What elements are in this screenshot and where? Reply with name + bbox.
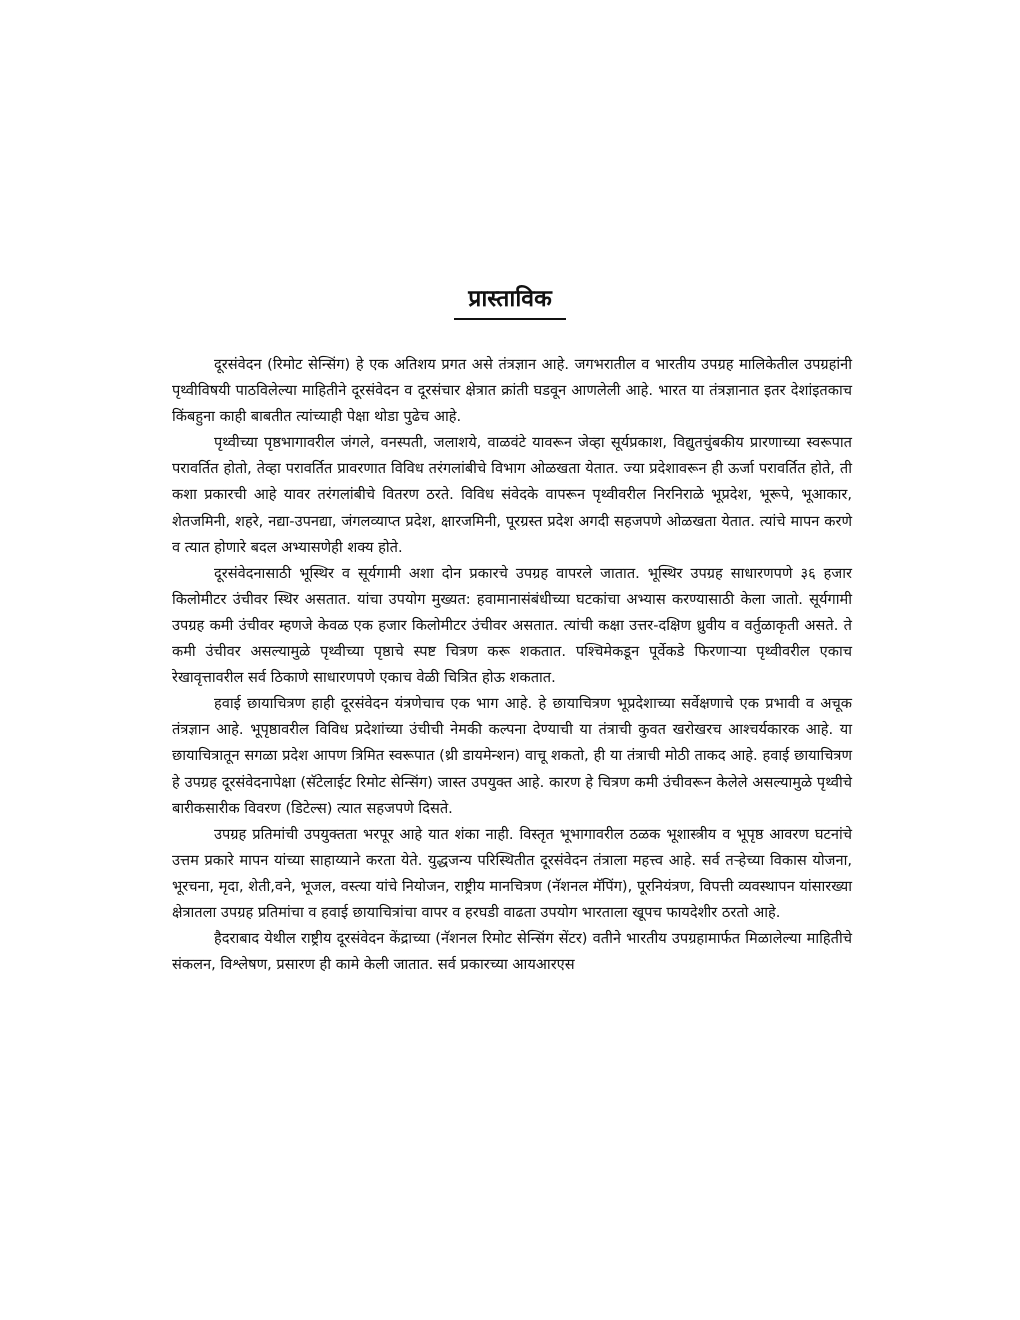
paragraph-nrsc: हैदराबाद येथील राष्ट्रीय दूरसंवेदन केंद्राच्या (नॅशनल रिमोट सेन्सिंग सेंटर) वतीने भारतीय उपग्रहामार्फत मिळालेल्या माहितीचे संकलन, विश्लेषण, प्रसारण ही कामे केली जातात. सर्व प्रकारच्या आयआरएस — [172, 930, 852, 974]
paragraph-aerial-photography: हवाई छायाचित्रण हाही दूरसंवेदन यंत्रणेचाच एक भाग आहे. हे छायाचित्रण भूप्रदेशाच्या सर्वेक्षणाचे एक प्रभावी व अचूक तंत्रज्ञान आहे. भूपृष्ठावरील विविध प्रदेशांच्या उंचीची नेमकी कल्पना देण्याची या तंत्राची कुवत खरोखरच आश्चर्यकारक आहे. या छायाचित्रातून सगळा प्रदेश आपण त्रिमित स्वरूपात (थ्री डायमेन्शन) वाचू शकतो, ही या तंत्राची मोठी ताकद आहे. हवाई छायाचित्रण हे उपग्रह दूरसंवेदनापेक्षा (सॅटेलाईट रिमोट सेन्सिंग) जास्त उपयुक्त आहे. कारण हे चित्रण कमी उंचीवरून केलेले असल्यामुळे पृथ्वीचे बारीकसारीक विवरण (डिटेल्स) त्यात सहजपणे दिसते. — [172, 695, 852, 817]
page-title: प्रास्ताविक — [468, 286, 552, 312]
paragraph-satellites: दूरसंवेदनासाठी भूस्थिर व सूर्यगामी अशा दोन प्रकारचे उपग्रह वापरले जातात. भूस्थिर उपग्रह साधारणपणे ३६ हजार किलोमीटर उंचीवर स्थिर असतात. यांचा उपयोग मुख्यत: हवामानासंबंधीच्या घटकांचा अभ्यास करण्यासाठी केला जातो. सूर्यगामी उपग्रह कमी उंचीवर म्हणजे केवळ एक हजार किलोमीटर उंचीवर असतात. त्यांची कक्षा उत्तर-दक्षिण ध्रुवीय व वर्तुळाकृती असते. ते कमी उंचीवर असल्यामुळे पृथ्वीच्या पृष्ठाचे स्पष्ट चित्रण करू शकतात. पश्चिमेकडून पूर्वेकडे फिरणाऱ्या पृथ्वीवरील एकाच रेखावृत्तावरील सर्व ठिकाणे साधारणपणे एकाच वेळी चित्रित होऊ शकतात. — [172, 564, 852, 687]
title-underline — [454, 318, 566, 320]
paragraph-intro: दूरसंवेदन (रिमोट सेन्सिंग) हे एक अतिशय प्रगत असे तंत्रज्ञान आहे. जगभरातील व भारतीय उपग्रह मालिकेतील उपग्रहांनी पृथ्वीविषयी पाठविलेल्या माहितीने दूरसंवेदन व दूरसंचार क्षेत्रात क्रांती घडवून आणलेली आहे. भारत या तंत्रज्ञानात इतर देशांइतकाच किंबहुना काही बाबतीत त्यांच्याही पेक्षा थोडा पुढेच आहे. — [172, 356, 852, 426]
paragraph-image-uses: उपग्रह प्रतिमांची उपयुक्तता भरपूर आहे यात शंका नाही. विस्तृत भूभागावरील ठळक भूशास्त्रीय व भूपृष्ठ आवरण घटनांचे उत्तम प्रकारे मापन यांच्या साहाय्याने करता येते. युद्धजन्य परिस्थितीत दूरसंवेदन तंत्राला महत्त्व आहे. सर्व तऱ्हेच्या विकास योजना, भूरचना, मृदा, शेती,वने, भूजल, वस्त्या यांचे नियोजन, राष्ट्रीय मानचित्रण (नॅशनल मॅपिंग), पूरनियंत्रण, विपत्ती व्यवस्थापन यांसारख्या क्षेत्रातला उपग्रह प्रतिमांचा व हवाई छायाचित्रांचा वापर व हरघडी वाढता उपयोग भारताला खूपच फायदेशीर ठरतो आहे. — [172, 825, 852, 921]
paragraph-reflection: पृथ्वीच्या पृष्ठभागावरील जंगले, वनस्पती, जलाशये, वाळवंटे यावरून जेव्हा सूर्यप्रकाश, विद्युतचुंबकीय प्रारणाच्या स्वरूपात परावर्तित होतो, तेव्हा परावर्तित प्रावरणात विविध तरंगलांबीचे विभाग ओळखता येतात. ज्या प्रदेशावरून ही ऊर्जा परावर्तित होते, ती कशा प्रकारची आहे यावर तरंगलांबीचे वितरण ठरते. विविध संवेदके वापरून पृथ्वीवरील निरनिराळे भूप्रदेश, भूरूपे, भूआकार, शेतजमिनी, शहरे, नद्या-उपनद्या, जंगलव्याप्त प्रदेश, क्षारजमिनी, पूरग्रस्त प्रदेश अगदी सहजपणे ओळखता येतात. त्यांचे मापन करणे व त्यात होणारे बदल अभ्यासणेही शक्य होते. — [172, 434, 852, 556]
body-text — [172, 352, 852, 978]
